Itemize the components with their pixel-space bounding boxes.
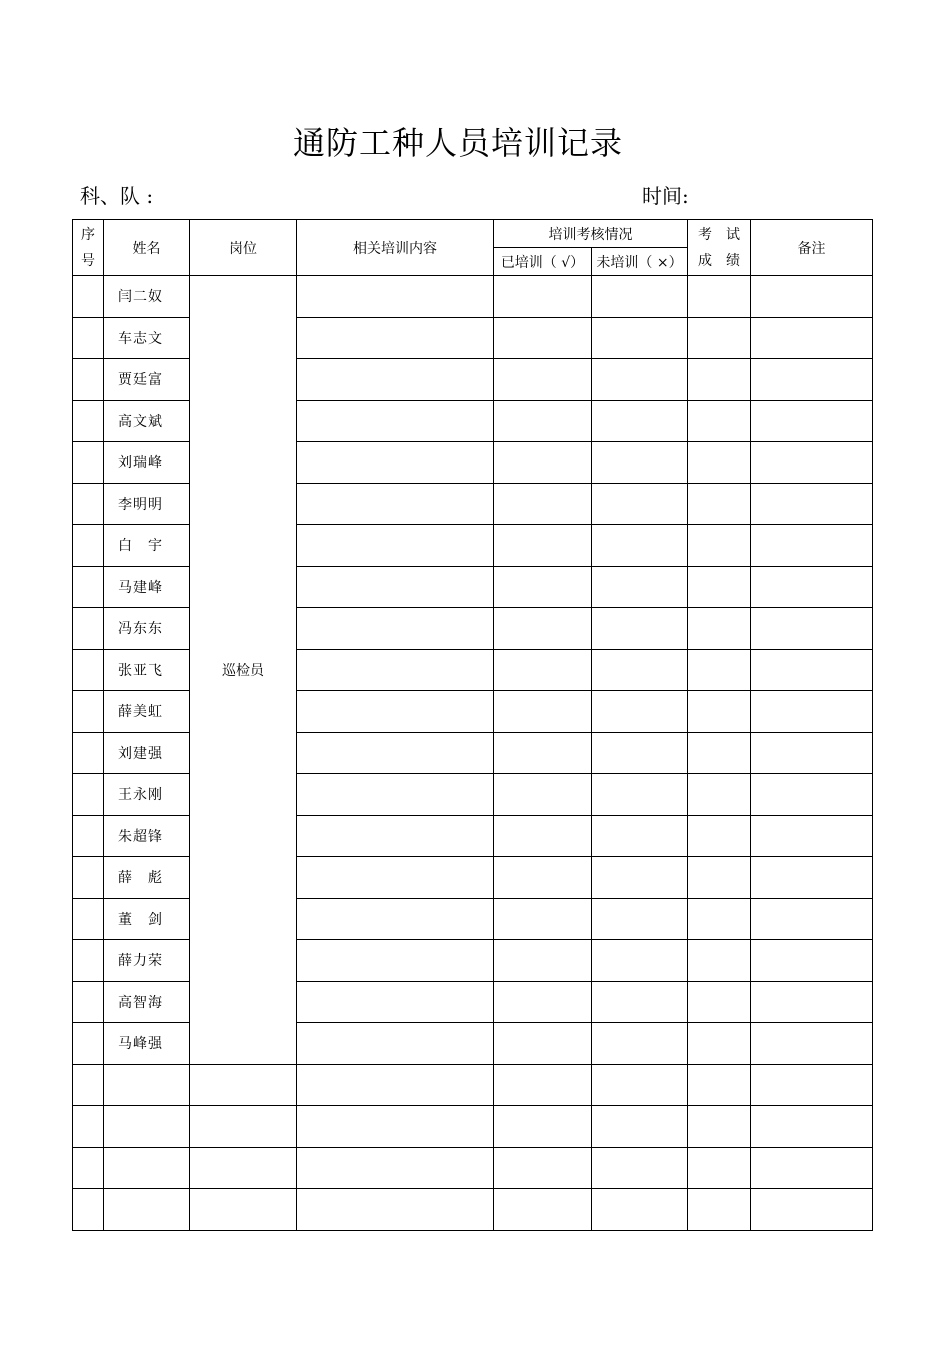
content-cell[interactable] <box>297 400 494 442</box>
seq-cell[interactable] <box>73 608 104 650</box>
trained-cell[interactable] <box>494 774 592 816</box>
remark-cell[interactable] <box>751 857 873 899</box>
trained-cell[interactable] <box>494 857 592 899</box>
post-header: 岗位 <box>190 220 297 276</box>
untrained-cell[interactable] <box>592 442 688 484</box>
trained-cell[interactable] <box>494 359 592 401</box>
name-cell: 白 宇 <box>104 525 190 567</box>
score-cell[interactable] <box>688 774 751 816</box>
score-cell[interactable] <box>688 276 751 318</box>
name-cell: 刘瑞峰 <box>104 442 190 484</box>
untrained-cell[interactable] <box>592 774 688 816</box>
seq-header: 序 号 <box>73 220 104 276</box>
untrained-cell[interactable] <box>592 732 688 774</box>
remark-cell[interactable] <box>751 898 873 940</box>
name-cell: 朱超锋 <box>104 815 190 857</box>
post-cell[interactable] <box>190 1147 297 1189</box>
seq-cell[interactable] <box>73 940 104 982</box>
remark-cell[interactable] <box>751 1189 873 1231</box>
remark-cell[interactable] <box>751 442 873 484</box>
trained-cell[interactable] <box>494 1023 592 1065</box>
remark-header: 备注 <box>751 220 873 276</box>
score-cell[interactable] <box>688 1189 751 1231</box>
name-cell: 刘建强 <box>104 732 190 774</box>
name-cell: 李明明 <box>104 483 190 525</box>
score-cell[interactable] <box>688 359 751 401</box>
remark-cell[interactable] <box>751 940 873 982</box>
name-cell: 薛力荣 <box>104 940 190 982</box>
table-row <box>73 1064 873 1106</box>
content-cell[interactable] <box>297 691 494 733</box>
seq-cell[interactable] <box>73 442 104 484</box>
score-cell[interactable] <box>688 525 751 567</box>
post-cell[interactable] <box>190 1189 297 1231</box>
trained-cell[interactable] <box>494 608 592 650</box>
untrained-cell[interactable] <box>592 1064 688 1106</box>
trained-cell[interactable] <box>494 276 592 318</box>
score-header: 考 试 成 绩 <box>688 220 751 276</box>
post-cell: 巡检员 <box>190 276 297 1065</box>
content-cell[interactable] <box>297 898 494 940</box>
score-cell[interactable] <box>688 649 751 691</box>
trained-header: 已培训（ √） <box>494 248 592 276</box>
content-cell[interactable] <box>297 566 494 608</box>
content-cell[interactable] <box>297 940 494 982</box>
trained-cell[interactable] <box>494 400 592 442</box>
content-cell[interactable] <box>297 1189 494 1231</box>
document-title: 通防工种人员培训记录 <box>292 124 623 162</box>
trained-cell[interactable] <box>494 525 592 567</box>
name-cell: 张亚飞 <box>104 649 190 691</box>
score-cell[interactable] <box>688 732 751 774</box>
trained-cell[interactable] <box>494 981 592 1023</box>
untrained-cell[interactable] <box>592 1023 688 1065</box>
remark-cell[interactable] <box>751 981 873 1023</box>
score-cell[interactable] <box>688 566 751 608</box>
content-cell[interactable] <box>297 1106 494 1148</box>
score-cell[interactable] <box>688 981 751 1023</box>
score-cell[interactable] <box>688 608 751 650</box>
untrained-cell[interactable] <box>592 400 688 442</box>
seq-cell[interactable] <box>73 1064 104 1106</box>
training-record-table <box>72 219 873 1231</box>
untrained-cell[interactable] <box>592 815 688 857</box>
untrained-cell[interactable] <box>592 857 688 899</box>
untrained-cell[interactable] <box>592 483 688 525</box>
seq-cell[interactable] <box>73 1023 104 1065</box>
score-cell[interactable] <box>688 1064 751 1106</box>
remark-cell[interactable] <box>751 815 873 857</box>
remark-cell[interactable] <box>751 649 873 691</box>
content-cell[interactable] <box>297 732 494 774</box>
trained-cell[interactable] <box>494 483 592 525</box>
remark-cell[interactable] <box>751 317 873 359</box>
score-cell[interactable] <box>688 691 751 733</box>
seq-cell[interactable] <box>73 898 104 940</box>
name-cell: 闫二奴 <box>104 276 190 318</box>
untrained-cell[interactable] <box>592 566 688 608</box>
remark-cell[interactable] <box>751 691 873 733</box>
content-cell[interactable] <box>297 1147 494 1189</box>
remark-cell[interactable] <box>751 1147 873 1189</box>
name-cell[interactable] <box>104 1106 190 1148</box>
name-cell: 高智海 <box>104 981 190 1023</box>
department-label: 科、队 : <box>80 184 154 208</box>
score-cell[interactable] <box>688 483 751 525</box>
trained-cell[interactable] <box>494 1106 592 1148</box>
remark-cell[interactable] <box>751 276 873 318</box>
seq-cell[interactable] <box>73 815 104 857</box>
score-cell[interactable] <box>688 940 751 982</box>
trained-cell[interactable] <box>494 815 592 857</box>
remark-cell[interactable] <box>751 608 873 650</box>
name-cell: 马建峰 <box>104 566 190 608</box>
content-cell[interactable] <box>297 442 494 484</box>
content-cell[interactable] <box>297 981 494 1023</box>
untrained-cell[interactable] <box>592 276 688 318</box>
remark-cell[interactable] <box>751 1106 873 1148</box>
name-cell[interactable] <box>104 1189 190 1231</box>
untrained-header: 未培训（ ×） <box>592 248 688 276</box>
content-cell[interactable] <box>297 649 494 691</box>
score-cell[interactable] <box>688 857 751 899</box>
trained-cell[interactable] <box>494 1147 592 1189</box>
seq-cell[interactable] <box>73 774 104 816</box>
untrained-cell[interactable] <box>592 317 688 359</box>
remark-cell[interactable] <box>751 400 873 442</box>
seq-cell[interactable] <box>73 691 104 733</box>
untrained-cell[interactable] <box>592 525 688 567</box>
untrained-cell[interactable] <box>592 649 688 691</box>
content-cell[interactable] <box>297 857 494 899</box>
table-row <box>73 276 873 318</box>
remark-cell[interactable] <box>751 1023 873 1065</box>
table-row <box>73 1106 873 1148</box>
untrained-cell[interactable] <box>592 1189 688 1231</box>
seq-cell[interactable] <box>73 857 104 899</box>
seq-cell[interactable] <box>73 1189 104 1231</box>
content-cell[interactable] <box>297 774 494 816</box>
seq-cell[interactable] <box>73 649 104 691</box>
name-cell: 贾廷富 <box>104 359 190 401</box>
seq-cell[interactable] <box>73 359 104 401</box>
content-header: 相关培训内容 <box>297 220 494 276</box>
time-label: 时间: <box>642 184 689 208</box>
score-cell[interactable] <box>688 1147 751 1189</box>
content-cell[interactable] <box>297 608 494 650</box>
name-cell: 冯东东 <box>104 608 190 650</box>
trained-cell[interactable] <box>494 1064 592 1106</box>
remark-cell[interactable] <box>751 359 873 401</box>
content-cell[interactable] <box>297 317 494 359</box>
remark-cell[interactable] <box>751 732 873 774</box>
seq-cell[interactable] <box>73 276 104 318</box>
assessment-header: 培训考核情况 <box>494 220 688 248</box>
score-cell[interactable] <box>688 1023 751 1065</box>
content-cell[interactable] <box>297 483 494 525</box>
trained-cell[interactable] <box>494 566 592 608</box>
seq-cell[interactable] <box>73 1106 104 1148</box>
post-cell[interactable] <box>190 1106 297 1148</box>
untrained-cell[interactable] <box>592 940 688 982</box>
seq-cell[interactable] <box>73 566 104 608</box>
untrained-cell[interactable] <box>592 981 688 1023</box>
score-cell[interactable] <box>688 815 751 857</box>
untrained-cell[interactable] <box>592 691 688 733</box>
trained-cell[interactable] <box>494 732 592 774</box>
remark-cell[interactable] <box>751 483 873 525</box>
content-cell[interactable] <box>297 1023 494 1065</box>
seq-cell[interactable] <box>73 1147 104 1189</box>
content-cell[interactable] <box>297 815 494 857</box>
score-cell[interactable] <box>688 400 751 442</box>
seq-cell[interactable] <box>73 732 104 774</box>
seq-cell[interactable] <box>73 981 104 1023</box>
score-cell[interactable] <box>688 898 751 940</box>
trained-cell[interactable] <box>494 317 592 359</box>
trained-cell[interactable] <box>494 691 592 733</box>
remark-cell[interactable] <box>751 566 873 608</box>
seq-cell[interactable] <box>73 525 104 567</box>
untrained-cell[interactable] <box>592 898 688 940</box>
name-cell: 薛 彪 <box>104 857 190 899</box>
score-cell[interactable] <box>688 317 751 359</box>
name-cell: 董 剑 <box>104 898 190 940</box>
untrained-cell[interactable] <box>592 1106 688 1148</box>
content-cell[interactable] <box>297 359 494 401</box>
untrained-cell[interactable] <box>592 359 688 401</box>
name-cell: 王永刚 <box>104 774 190 816</box>
trained-cell[interactable] <box>494 940 592 982</box>
content-cell[interactable] <box>297 1064 494 1106</box>
trained-cell[interactable] <box>494 1189 592 1231</box>
trained-cell[interactable] <box>494 649 592 691</box>
content-cell[interactable] <box>297 525 494 567</box>
name-cell: 薛美虹 <box>104 691 190 733</box>
trained-cell[interactable] <box>494 442 592 484</box>
untrained-cell[interactable] <box>592 1147 688 1189</box>
seq-cell[interactable] <box>73 317 104 359</box>
content-cell[interactable] <box>297 276 494 318</box>
trained-cell[interactable] <box>494 898 592 940</box>
name-cell: 马峰强 <box>104 1023 190 1065</box>
name-cell[interactable] <box>104 1147 190 1189</box>
name-header: 姓名 <box>104 220 190 276</box>
seq-cell[interactable] <box>73 400 104 442</box>
table-row <box>73 1189 873 1231</box>
score-cell[interactable] <box>688 442 751 484</box>
remark-cell[interactable] <box>751 774 873 816</box>
untrained-cell[interactable] <box>592 608 688 650</box>
remark-cell[interactable] <box>751 525 873 567</box>
remark-cell[interactable] <box>751 1064 873 1106</box>
name-cell: 高文斌 <box>104 400 190 442</box>
score-cell[interactable] <box>688 1106 751 1148</box>
name-cell[interactable] <box>104 1064 190 1106</box>
name-cell: 车志文 <box>104 317 190 359</box>
post-cell[interactable] <box>190 1064 297 1106</box>
seq-cell[interactable] <box>73 483 104 525</box>
table-row <box>73 1147 873 1189</box>
